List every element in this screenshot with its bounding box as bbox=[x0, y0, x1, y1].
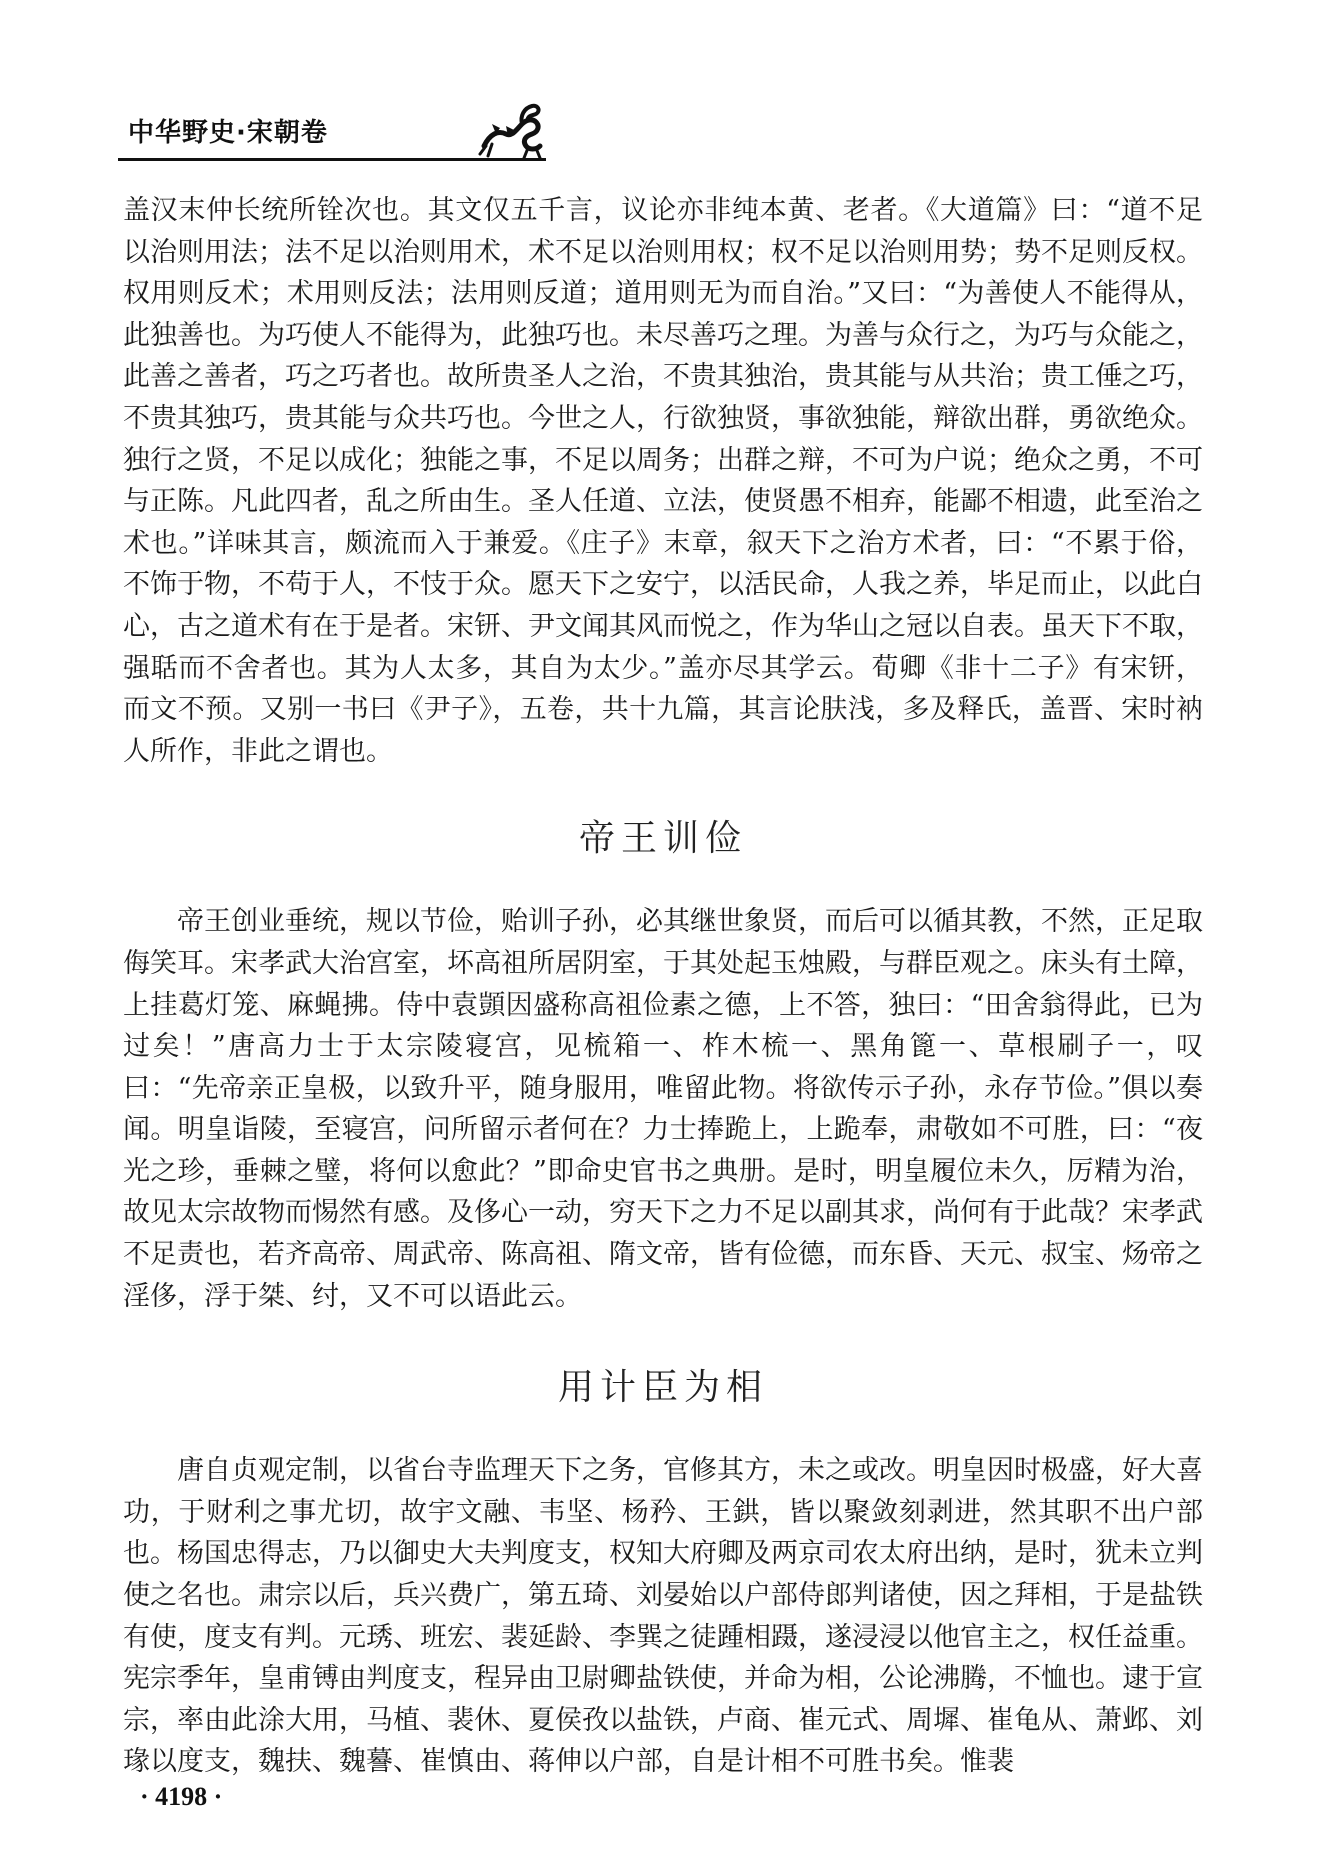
running-header-title: 中华野史·宋朝卷 bbox=[128, 118, 328, 148]
paragraph-continuation: 盖汉末仲长统所铨次也。其文仅五千言，议论亦非纯本黄、老者。《大道篇》曰：“道不足以治则用法；法不足以治则用术，术不足以治则用权；权不足以治则用势；势不足则反权。权用则反术；术用则反法；法用则反道；道用则无为而自治。”又曰：“为善使人不能得从，此独善也。为巧使人不能得为，此独巧也。未尽善巧之理。为善与众行之，为巧与众能之，此善之善者，巧之巧者也。故所贵圣人之治，不贵其独治，贵其能与从共治；贵工倕之巧，不贵其独巧，贵其能与众共巧也。今世之人，行欲独贤，事欲独能，辩欲出群，勇欲绝众。独行之贤，不足以成化；独能之事，不足以周务；出群之辩，不可为户说；绝众之勇，不可与正陈。凡此四者，乱之所由生。圣人任道、立法，使贤愚不相弃，能鄙不相遗，此至治之术也。”详味其言，颇流而入于兼爱。《庄子》末章，叙天下之治方术者，曰：“不累于俗，不饰于物，不苟于人，不忮于众。愿天下之安宁，以活民命，人我之养，毕足而止，以此白心，古之道术有在于是者。宋钘、尹文闻其风而悦之，作为华山之冠以自表。虽天下不取，强聒而不舍者也。其为人太多，其自为太少。”盖亦尽其学云。荀卿《非十二子》有宋钘，而文不预。又别一书曰《尹子》，五卷，共十九篇，其言论肤浅，多及释氏，盖晋、宋时衲人所作，非此之谓也。 bbox=[123, 195, 1203, 767]
dragon-emblem-icon bbox=[476, 100, 550, 160]
page-content bbox=[123, 190, 1203, 1783]
page-header bbox=[118, 96, 1210, 162]
section-title-imperial-frugality: 帝王训俭 bbox=[578, 818, 747, 860]
page-number: · 4198 · bbox=[140, 1782, 223, 1811]
header-rule bbox=[118, 158, 546, 161]
paragraph-imperial-frugality: 帝王创业垂统，规以节俭，贻训子孙，必其继世象贤，而后可以循其教，不然，正足取侮笑耳。宋孝武大治宫室，坏高祖所居阴室，于其处起玉烛殿，与群臣观之。床头有土障，上挂葛灯笼、麻蝇拂。侍中袁顗因盛称高祖俭素之德，上不答，独曰：“田舍翁得此，已为过矣！”唐高力士于太宗陵寝宫，见梳箱一、柞木梳一、黑角篦一、草根刷子一，叹曰：“先帝亲正皇极，以致升平，随身服用，唯留此物。将欲传示子孙，永存节俭。”俱以奏闻。明皇诣陵，至寝宫，问所留示者何在？力士捧跪上，上跪奉，肃敬如不可胜，曰：“夜光之珍，垂棘之璧，将何以愈此？”即命史官书之典册。是时，明皇履位未久，厉精为治，故见太宗故物而惕然有感。及侈心一动，穷天下之力不足以副其求，尚何有于此哉？宋孝武不足责也，若齐高帝、周武帝、陈高祖、隋文帝，皆有俭德，而东昏、天元、叔宝、炀帝之淫侈，浮于桀、纣，又不可以语此云。 bbox=[123, 906, 1203, 1312]
section-title-finance-ministers: 用计臣为相 bbox=[557, 1367, 768, 1409]
paragraph-finance-ministers: 唐自贞观定制，以省台寺监理天下之务，官修其方，未之或改。明皇因时极盛，好大喜功，于财利之事尤切，故宇文融、韦坚、杨矜、王鉷，皆以聚敛刻剥进，然其职不出户部也。杨国忠得志，乃以御史大夫判度支，权知大府卿及两京司农太府出纳，是时，犹未立判使之名也。肃宗以后，兵兴费广，第五琦、刘晏始以户部侍郎判诸使，因之拜相，于是盐铁有使，度支有判。元琇、班宏、裴延龄、李巽之徒踵相蹑，遂浸浸以他官主之，权任益重。宪宗季年，皇甫镈由判度支，程异由卫尉卿盐铁使，并命为相，公论沸腾，不恤也。逮于宣宗，率由此涂大用，马植、裴休、夏侯孜以盐铁，卢商、崔元式、周墀、崔龟从、萧邺、刘瑑以度支，魏扶、魏謩、崔慎由、蒋伸以户部，自是计相不可胜书矣。惟裴 bbox=[123, 1455, 1203, 1778]
